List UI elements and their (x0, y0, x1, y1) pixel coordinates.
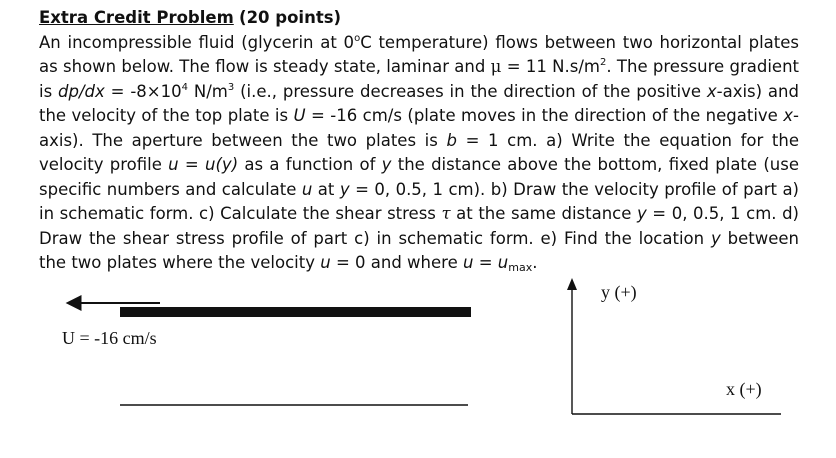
exponent: 2 (599, 57, 607, 68)
variable: U (293, 106, 306, 125)
variable: y (381, 155, 392, 174)
variable: u (462, 253, 474, 272)
variable: x (783, 106, 794, 125)
text-segment: = 0 and where (330, 253, 463, 272)
text-segment: = 11 N.s/m (501, 57, 600, 76)
problem-title: Extra Credit Problem (39, 8, 234, 27)
text-segment: . The pressure gradient is (39, 57, 799, 101)
text-segment: = -8×10 (104, 81, 182, 101)
x-axis-label: x (+) (726, 379, 762, 399)
text-segment: An incompressible fluid (glycerin at 0 (39, 32, 355, 52)
tau-symbol: τ (441, 204, 451, 223)
text-segment: at (312, 179, 340, 199)
variable: u (320, 253, 331, 272)
top-plate-velocity-label: U = -16 cm/s (62, 328, 157, 348)
variable: u (168, 155, 179, 174)
variable: x (706, 81, 717, 101)
text-segment: the distance above the bottom, fixed plate (use specific numbers and calculate (39, 155, 799, 199)
exponent: 4 (181, 81, 188, 93)
variable: y (710, 228, 721, 248)
text-segment: C temperature) flows between two horizontal plates as shown below. The flow is steady state, laminar and (39, 32, 799, 76)
text-segment: = 1 cm. a) Write the equation for the velocity profile (39, 130, 799, 174)
mu-symbol: μ (490, 57, 502, 76)
top-plate (120, 307, 471, 317)
variable: u(y) (205, 155, 239, 174)
text-segment: between the two plates where the velocity (39, 228, 799, 272)
subscript: max (508, 261, 533, 274)
text-segment: = -16 cm/s (plate moves in the direction of the negative (305, 106, 784, 125)
text-segment: N/m (188, 81, 228, 101)
variable: b (446, 130, 457, 150)
text-segment: . (532, 253, 538, 272)
degree-symbol: o (354, 32, 361, 44)
text-segment: -axis) and the velocity of the top plate is (39, 81, 799, 125)
exponent: 3 (227, 81, 235, 93)
variable: y (636, 204, 647, 223)
text-segment: = (178, 155, 206, 174)
variable: u (497, 253, 509, 272)
text-segment: at the same distance (450, 204, 637, 223)
text-segment: -axis). The aperture between the two plates is (39, 106, 799, 150)
text-segment: = (473, 253, 498, 272)
text-segment: = 0, 0.5, 1 cm. d) Draw the shear stress profile of part c) in schematic form. e) Find the location (39, 204, 799, 248)
text-segment: as a function of (238, 155, 382, 174)
y-axis-label: y (+) (601, 282, 637, 302)
text-segment: = 0, 0.5, 1 cm). b) Draw the velocity profile of part a) in schematic form. c) Calculate the shear stress (39, 179, 799, 223)
problem-points: (20 points) (239, 8, 342, 27)
variable: y (339, 179, 350, 199)
y-axis-arrowhead (567, 278, 577, 290)
variable: u (301, 179, 313, 199)
text-segment: (i.e., pressure decreases in the direction of the positive (234, 81, 707, 101)
pressure-gradient-symbol: dp/dx (58, 81, 105, 101)
